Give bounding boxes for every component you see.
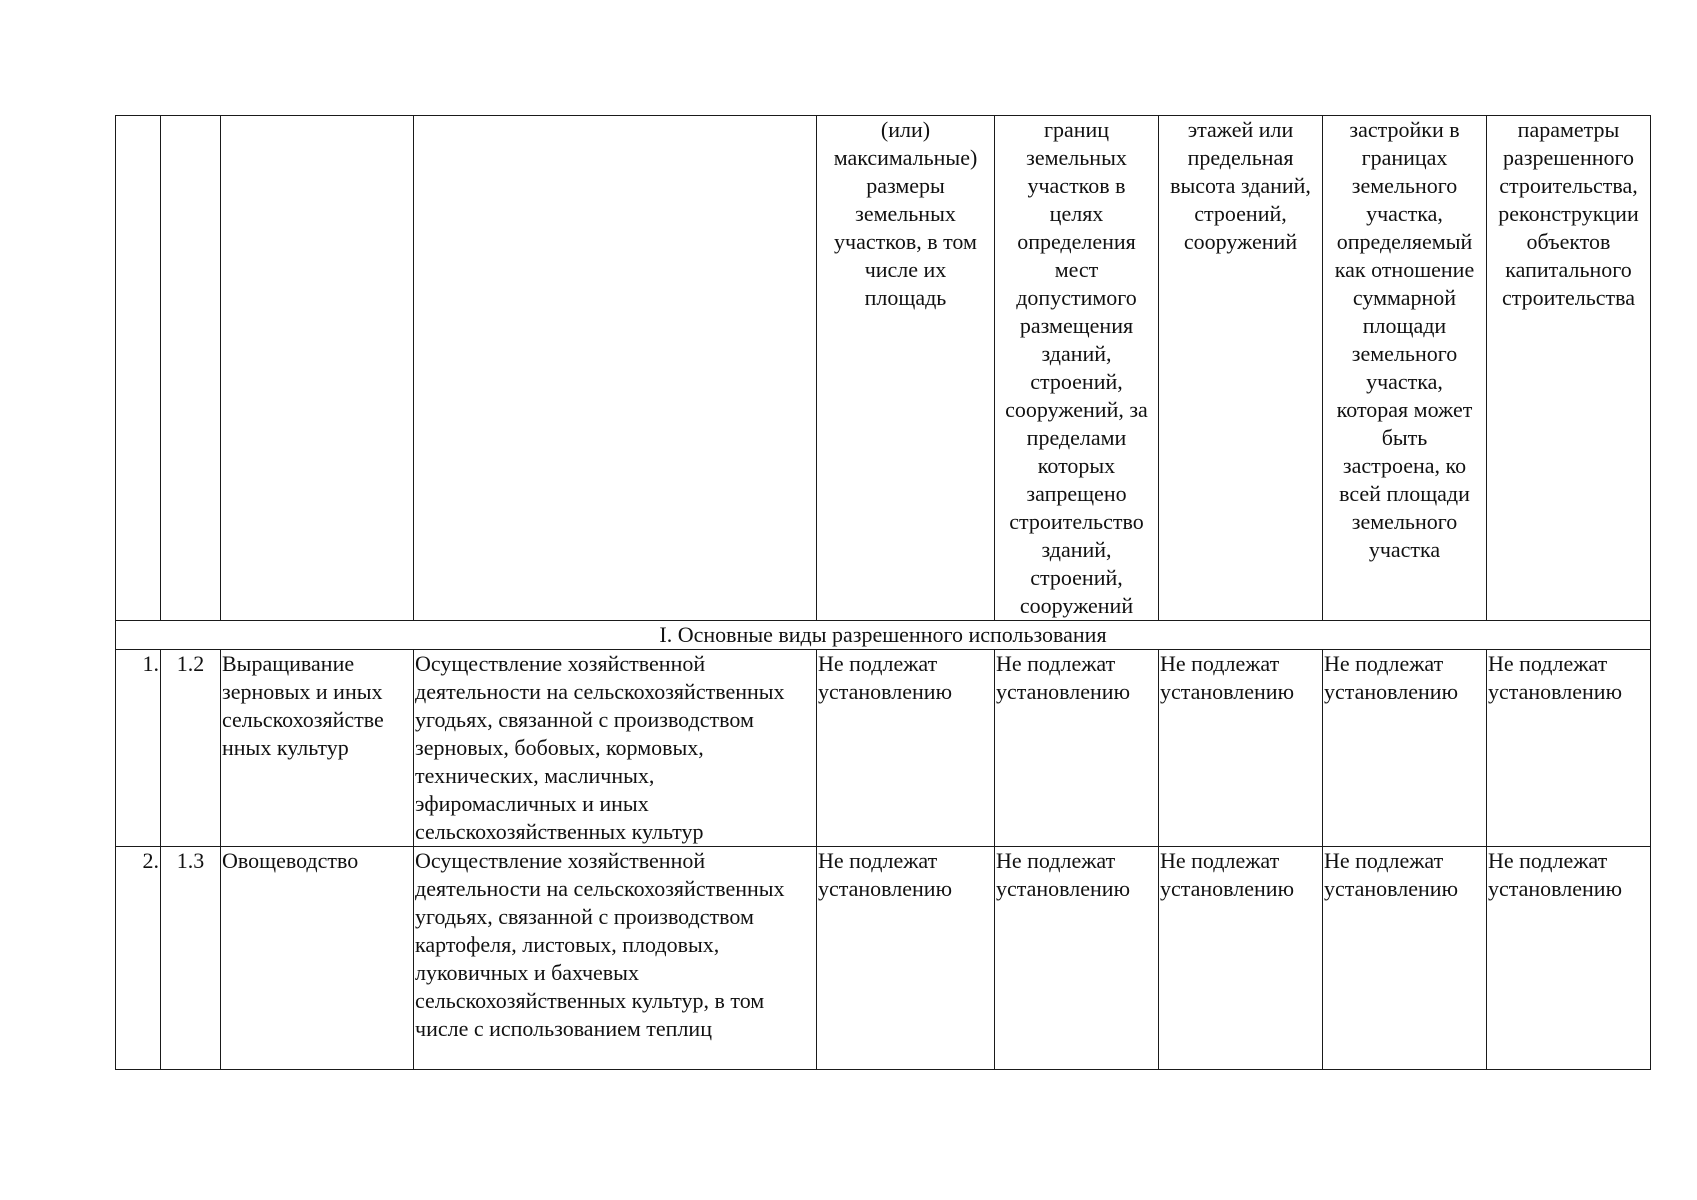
row-description: Осуществление хозяйственной деятельности на сельскохозяйственных угодьях, связанной с производством картофеля, листовых, плодовых, луковичных и бахчевых сельскохозяйственных культур, в том числе с использованием теплиц bbox=[414, 847, 817, 1070]
header-cell-description bbox=[414, 116, 817, 621]
section-row bbox=[116, 621, 1651, 650]
header-cell-num bbox=[116, 116, 161, 621]
row-code: 1.3 bbox=[161, 847, 221, 1070]
table-row bbox=[116, 847, 1651, 1070]
row-param-setback: Не подлежат установлению bbox=[995, 650, 1159, 847]
row-param-floors: Не подлежат установлению bbox=[1159, 650, 1323, 847]
row-param-size: Не подлежат установлению bbox=[817, 650, 995, 847]
header-cell-coverage: застройки в границах земельного участка, определяемый как отношение суммарной площади земельного участка, которая может быть застроена, ко всей площади земельного участка bbox=[1323, 116, 1487, 621]
section-title: I. Основные виды разрешенного использования bbox=[116, 621, 1651, 650]
row-param-floors: Не подлежат установлению bbox=[1159, 847, 1323, 1070]
row-param-coverage: Не подлежат установлению bbox=[1323, 650, 1487, 847]
header-cell-other-params: параметры разрешенного строительства, реконструкции объектов капитального строительства bbox=[1487, 116, 1651, 621]
row-description: Осуществление хозяйственной деятельности на сельскохозяйственных угодьях, связанной с производством зерновых, бобовых, кормовых, технических, масличных, эфиромасличных и иных сельскохозяйственных культур bbox=[414, 650, 817, 847]
header-cell-code bbox=[161, 116, 221, 621]
row-code: 1.2 bbox=[161, 650, 221, 847]
row-param-other: Не подлежат установлению bbox=[1487, 847, 1651, 1070]
regulations-table bbox=[115, 115, 1651, 1070]
table-header-row bbox=[116, 116, 1651, 621]
row-param-size: Не подлежат установлению bbox=[817, 847, 995, 1070]
row-use-name: Выращивание зерновых и иных сельскохозяйстве нных культур bbox=[221, 650, 414, 847]
table-row bbox=[116, 650, 1651, 847]
row-use-name: Овощеводство bbox=[221, 847, 414, 1070]
header-cell-name bbox=[221, 116, 414, 621]
header-cell-setback: границ земельных участков в целях определения мест допустимого размещения зданий, строений, сооружений, за пределами которых запрещено строительство зданий, строений, сооружений bbox=[995, 116, 1159, 621]
header-cell-floors: этажей или предельная высота зданий, строений, сооружений bbox=[1159, 116, 1323, 621]
row-param-other: Не подлежат установлению bbox=[1487, 650, 1651, 847]
header-cell-min-max-size: (или) максимальные) размеры земельных участков, в том числе их площадь bbox=[817, 116, 995, 621]
row-param-coverage: Не подлежат установлению bbox=[1323, 847, 1487, 1070]
row-param-setback: Не подлежат установлению bbox=[995, 847, 1159, 1070]
row-number: 2. bbox=[116, 847, 161, 1070]
row-number: 1. bbox=[116, 650, 161, 847]
